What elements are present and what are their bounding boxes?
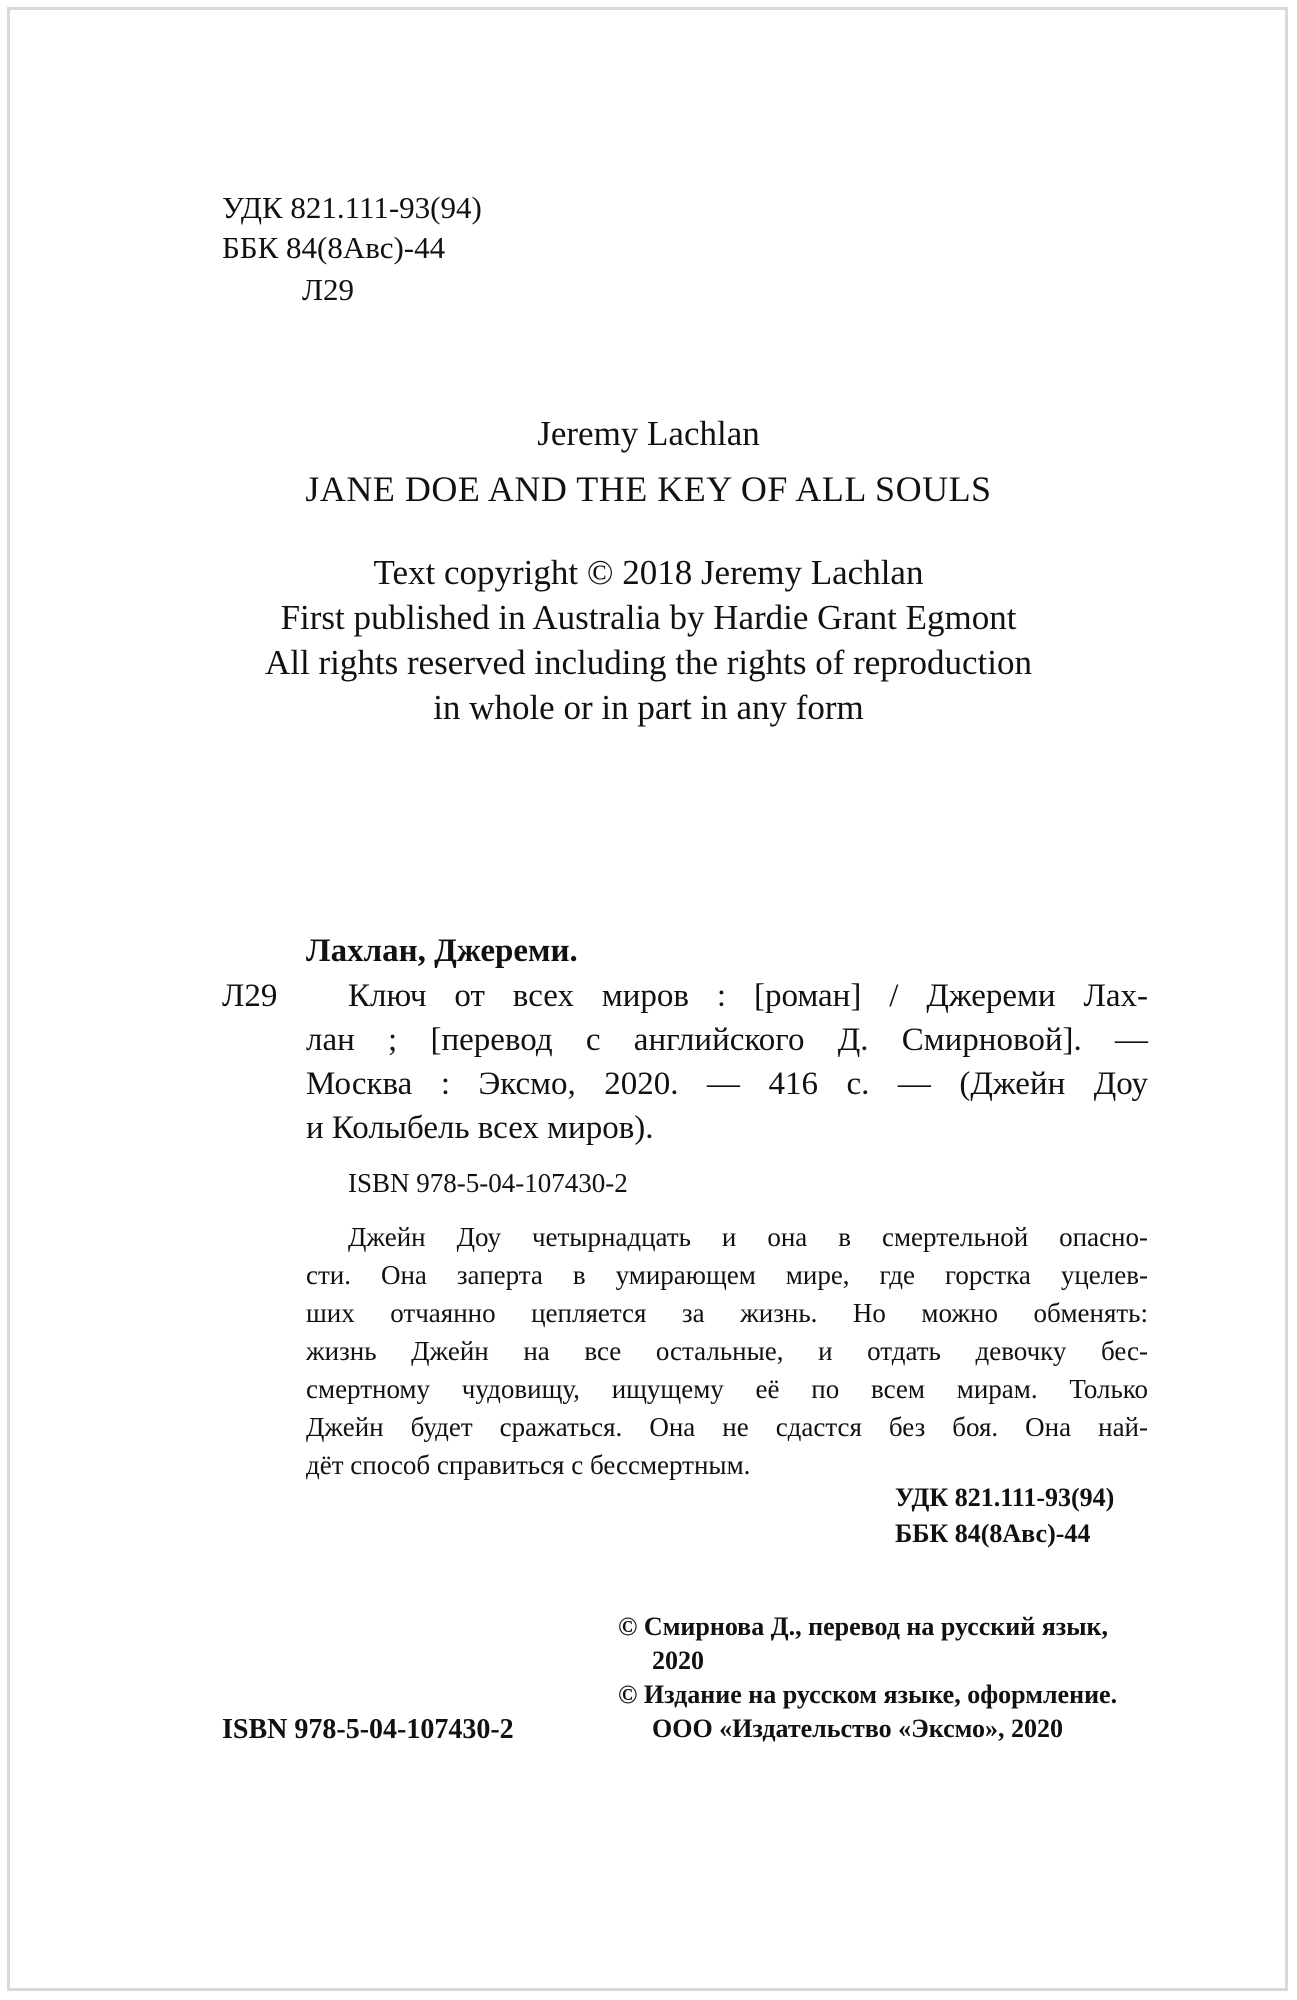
bbk-code: ББК 84(8Авс)-44 — [222, 230, 446, 265]
footer-copyright-line: ООО «Издательство «Эксмо», 2020 — [652, 1714, 1064, 1743]
author-mark: Л29 — [302, 272, 355, 307]
copyright-line-4: in whole or in part in any form — [433, 688, 864, 727]
original-author: Jeremy Lachlan — [537, 414, 760, 453]
annotation-line: ших отчаянно цепляется за жизнь. Но можно обменять: — [306, 1298, 1148, 1328]
description-line: и Колыбель всех миров). — [306, 1110, 654, 1146]
annotation-line: Джейн будет сражаться. Она не сдастся без боя. Она най- — [306, 1412, 1148, 1442]
annotation-line: сти. Она заперта в умирающем мире, где горстка уцелев- — [306, 1260, 1148, 1290]
annotation-line: Джейн Доу четырнадцать и она в смертельной опасно- — [348, 1222, 1148, 1252]
catalog-udk: УДК 821.111-93(94) — [895, 1483, 1115, 1512]
footer-isbn: ISBN 978-5-04-107430-2 — [222, 1714, 514, 1745]
catalog-author-mark: Л29 — [222, 978, 278, 1014]
catalog-isbn: ISBN 978-5-04-107430-2 — [348, 1168, 628, 1198]
annotation-line: жизнь Джейн на все остальные, и отдать девочку бес- — [306, 1336, 1148, 1366]
footer-copyright-line: 2020 — [652, 1646, 704, 1675]
copyright-line-3: All rights reserved including the rights of reproduction — [265, 643, 1032, 682]
annotation-line: смертному чудовищу, ищущему её по всем мирам. Только — [306, 1374, 1148, 1404]
catalog-bbk: ББК 84(8Авс)-44 — [895, 1519, 1091, 1548]
description-line: Москва : Эксмо, 2020. — 416 с. — (Джейн Доу — [306, 1066, 1148, 1102]
footer-copyright-line: © Издание на русском языке, оформление. — [618, 1680, 1118, 1709]
copyright-line-2: First published in Australia by Hardie Grant Egmont — [280, 598, 1017, 637]
description-line: лан ; [перевод с английского Д. Смирновой]. — — [306, 1022, 1148, 1058]
original-title: JANE DOE AND THE KEY OF ALL SOULS — [305, 469, 992, 509]
udk-code: УДК 821.111-93(94) — [222, 190, 482, 225]
annotation-line: дёт способ справиться с бессмертным. — [306, 1450, 751, 1480]
description-line: Ключ от всех миров : [роман] / Джереми Лах- — [348, 978, 1148, 1014]
catalog-author-heading: Лахлан, Джереми. — [306, 933, 578, 969]
footer-copyright-line: © Смирнова Д., перевод на русский язык, — [618, 1612, 1109, 1641]
copyright-line-1: Text copyright © 2018 Jeremy Lachlan — [373, 553, 924, 592]
